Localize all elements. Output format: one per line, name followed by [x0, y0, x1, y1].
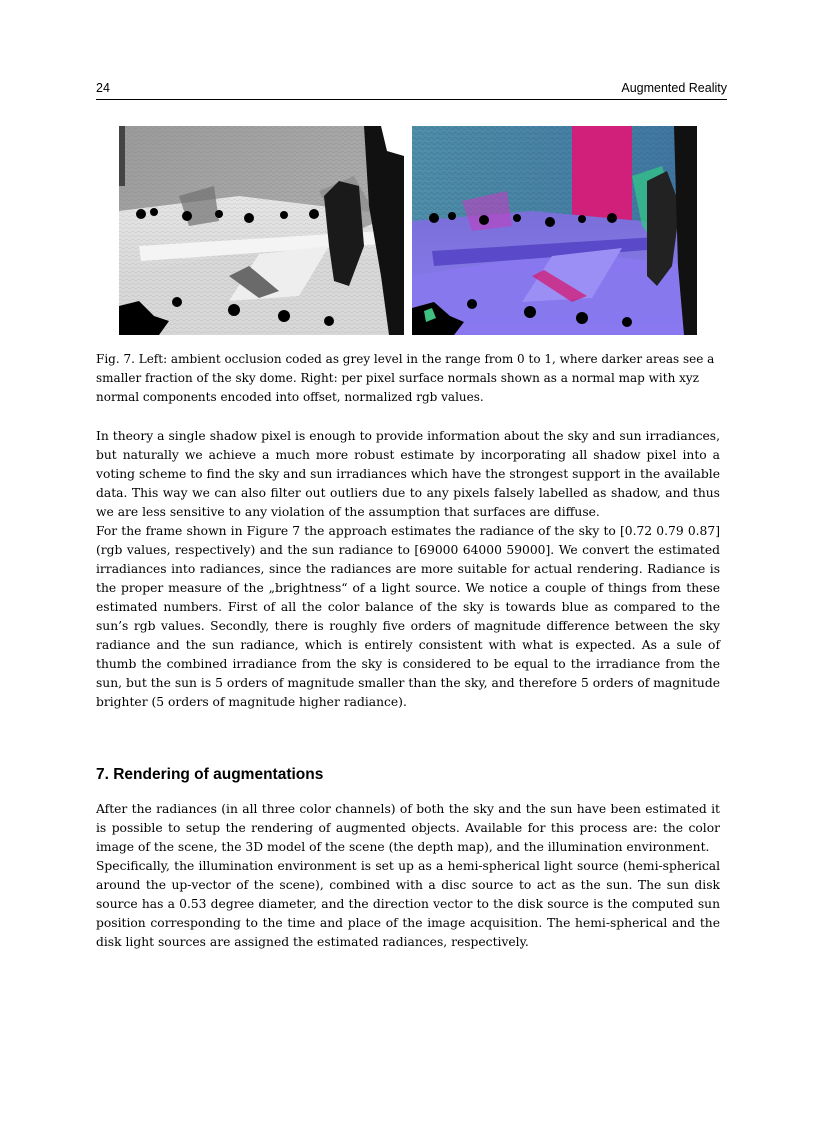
- body-text-block-1: [96, 427, 720, 712]
- surface-normal-map-image: [412, 126, 697, 335]
- figure-caption: Fig. 7. Left: ambient occlusion coded as grey level in the range from 0 to 1, where darker areas see a smaller fraction of the sky dome. Right: per pixel surface normals shown as a normal map with xyz normal components encoded into offset, normalized rgb values.: [96, 352, 715, 404]
- figure-7: [119, 126, 697, 335]
- ambient-occlusion-image: [119, 126, 404, 335]
- body-text-block-2: [96, 800, 720, 952]
- paragraph-2: For the frame shown in Figure 7 the approach estimates the radiance of the sky to [0.72 0.79 0.87] (rgb values, respectively) and the sun radiance to [69000 64000 59000]. We convert the estimated irradiances into radiances, since the radiances are more suitable for actual rendering. Radiance is the proper measure of the „brightness“ of a light source. We notice a couple of things from these estimated numbers. First of all the color balance of the sky is towards blue as compared to the sun’s rgb values. Secondly, there is roughly five orders of magnitude difference between the sky radiance and the sun radiance, which is entirely consistent with what is expected. As a sule of thumb the combined irradiance from the sky is considered to be equal to the irradiance from the sun, but the sun is 5 orders of magnitude smaller than the sky, and therefore 5 orders of magnitude brighter (5 orders of magnitude higher radiance).: [96, 524, 720, 709]
- running-title: Augmented Reality: [621, 81, 727, 95]
- page-header: [96, 80, 727, 100]
- page-number: 24: [96, 81, 110, 95]
- section-heading: 7. Rendering of augmentations: [96, 766, 324, 783]
- section-paragraph-2: Specifically, the illumination environment is set up as a hemi-spherical light source (hemi-spherical around the up-vector of the scene), combined with a disc source to act as the sun. The sun disk source has a 0.53 degree diameter, and the direction vector to the disk source is the computed sun position corresponding to the time and place of the image acquisition. The hemi-spherical and the disk light sources are assigned the estimated radiances, respectively.: [96, 859, 720, 949]
- section-paragraph-1: After the radiances (in all three color channels) of both the sky and the sun have been estimated it is possible to setup the rendering of augmented objects. Available for this process are: the color image of the scene, the 3D model of the scene (the depth map), and the illumination environment.: [96, 802, 720, 854]
- paragraph-1: In theory a single shadow pixel is enough to provide information about the sky and sun irradiances, but naturally we achieve a much more robust estimate by incorporating all shadow pixel into a voting scheme to find the sky and sun irradiances which have the strongest support in the available data. This way we can also filter out outliers due to any pixels falsely labelled as shadow, and thus we are less sensitive to any violation of the assumption that surfaces are diffuse.: [96, 429, 720, 519]
